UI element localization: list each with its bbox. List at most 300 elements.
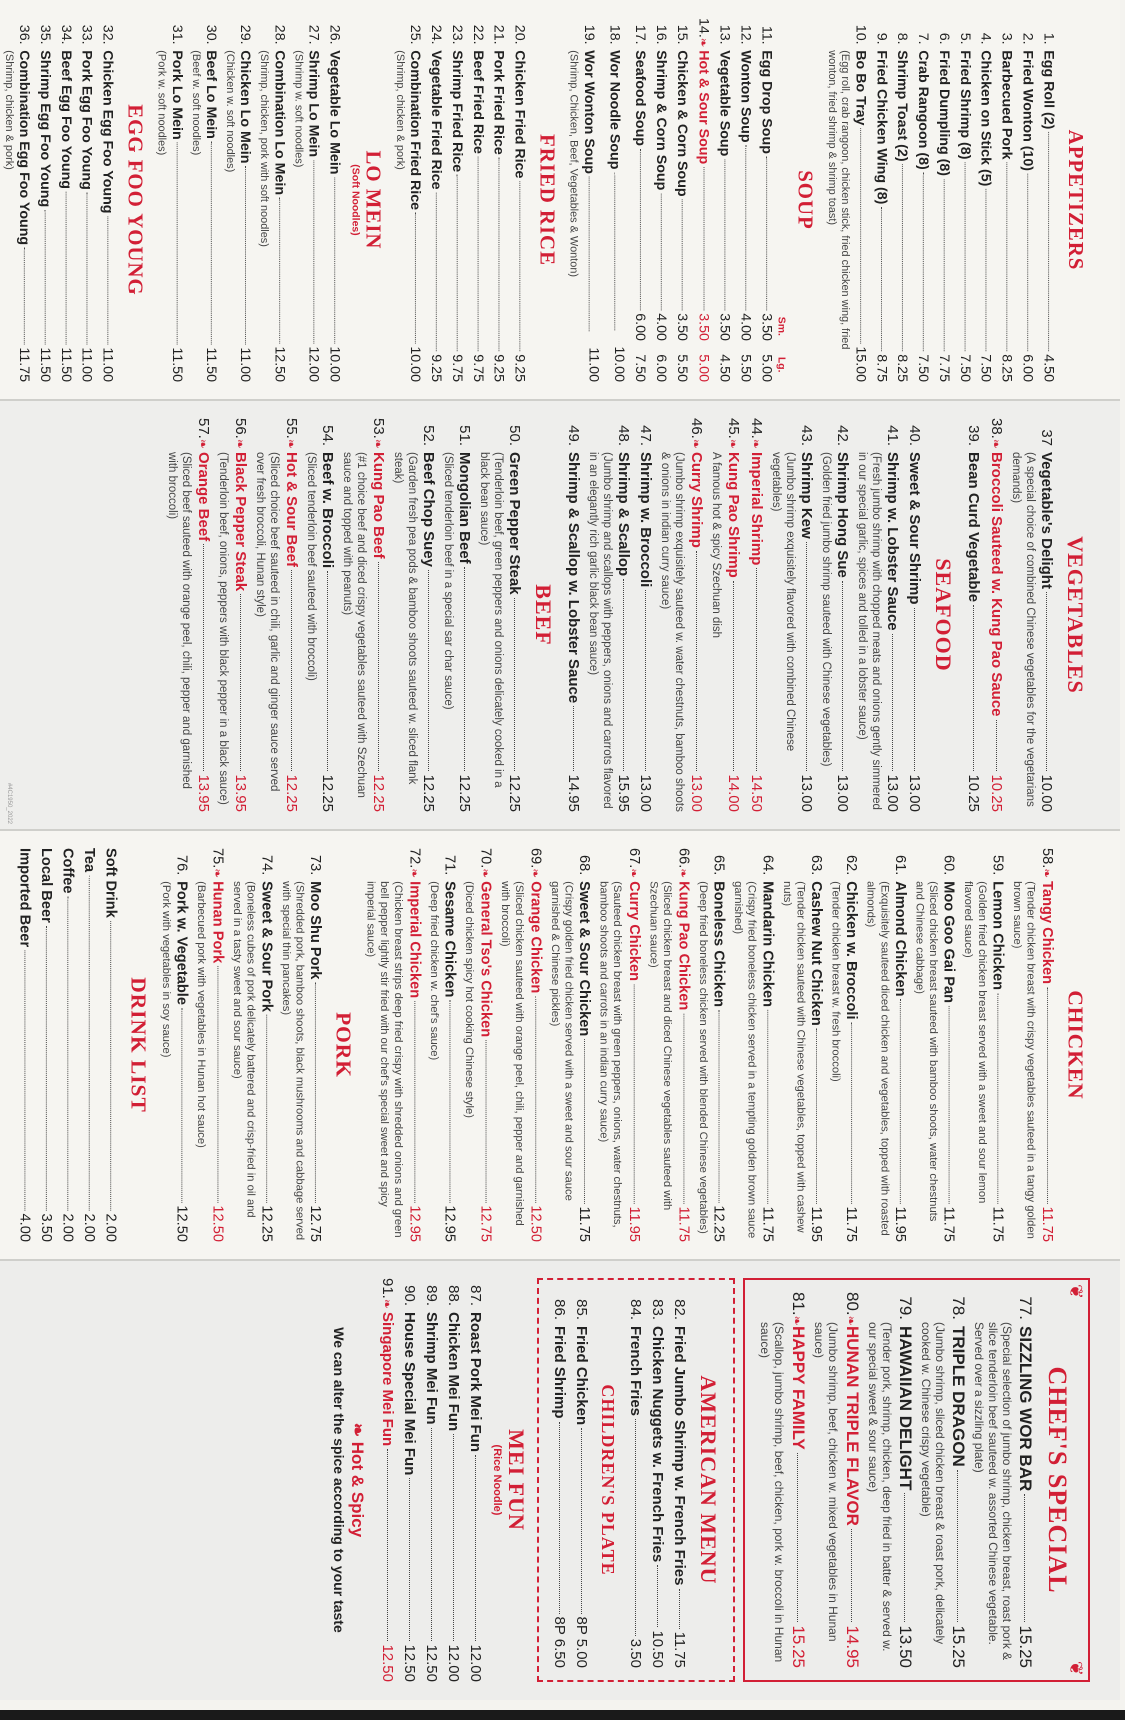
item-number-text: 17. bbox=[632, 24, 649, 45]
item-price: 11.00 bbox=[237, 347, 254, 382]
item-name: House Special Mei Fun bbox=[401, 1312, 418, 1476]
item-price: 11.50 bbox=[37, 347, 54, 382]
item-name: Shrimp Lo Mein bbox=[305, 50, 322, 158]
item-description: (Sliced beef sauteed with orange peel, chili, pepper and garnished with broccoli) bbox=[166, 452, 192, 789]
item-number bbox=[318, 418, 337, 452]
item-description: (Chicken w. soft noodles) bbox=[224, 50, 236, 173]
item-number-text: 82. bbox=[671, 1299, 688, 1320]
panel-content bbox=[16, 848, 1088, 1242]
dot-leader bbox=[1047, 987, 1048, 1204]
menu-item-row bbox=[1037, 418, 1056, 812]
item-price-large: 5.50 bbox=[737, 354, 754, 382]
item-description: (Tender chicken breast with crispy vegetables sauteed in a tangy golden brown sauce) bbox=[1010, 881, 1037, 1239]
item-price-small: 4.00 bbox=[737, 313, 754, 341]
item-price: 11.95 bbox=[892, 1206, 909, 1242]
item-price: 12.00 bbox=[445, 1644, 462, 1682]
menu-item bbox=[292, 18, 323, 382]
item-number bbox=[466, 1278, 485, 1312]
children-list bbox=[550, 1292, 591, 1668]
item-number-text: 37 bbox=[1038, 429, 1055, 446]
item-name: Kung Pao Chicken bbox=[675, 881, 693, 1011]
item-name: Chicken w. Broccoli bbox=[843, 881, 860, 1020]
dot-leader bbox=[704, 167, 705, 310]
dot-leader bbox=[589, 177, 590, 331]
item-number-text: 12. bbox=[737, 24, 754, 45]
item-prices bbox=[716, 313, 734, 382]
dot-leader bbox=[519, 181, 520, 351]
item-price: 8P 5.00 bbox=[573, 1616, 590, 1668]
item-prices bbox=[611, 333, 629, 382]
menu-item bbox=[159, 848, 191, 1242]
item-number-text: 53. bbox=[370, 418, 387, 439]
seafood-heading: SEAFOOD bbox=[931, 558, 956, 672]
menu-item bbox=[364, 848, 424, 1242]
egg-foo-young-heading: EGG FOO YOUNG bbox=[123, 104, 148, 296]
item-price: 7.50 bbox=[915, 354, 932, 382]
item-number-text: 78. bbox=[949, 1296, 968, 1320]
menu-item-row bbox=[710, 848, 729, 1242]
item-number bbox=[710, 848, 729, 881]
item-name: Pork Lo Mein bbox=[169, 50, 186, 140]
soup-list bbox=[567, 18, 776, 382]
item-number bbox=[36, 18, 54, 50]
item-price: 14.50 bbox=[748, 774, 765, 812]
item-number bbox=[368, 418, 388, 452]
menu-item bbox=[829, 848, 861, 1242]
dot-leader bbox=[745, 145, 746, 310]
spice-note: We can alter the spice according to your taste bbox=[331, 1327, 347, 1633]
menu-item bbox=[731, 848, 777, 1242]
menu-item bbox=[812, 1292, 863, 1668]
item-number bbox=[894, 1292, 916, 1326]
item-price: 12.25 bbox=[420, 774, 437, 812]
item-price: 12.25 bbox=[319, 774, 336, 812]
menu-item-row bbox=[758, 18, 776, 382]
menu-item bbox=[819, 418, 852, 812]
item-number-text: 76. bbox=[173, 854, 191, 876]
item-number-text: 49. bbox=[565, 425, 582, 446]
panel-content bbox=[6, 418, 1088, 824]
menu-item bbox=[477, 418, 524, 812]
drink-list bbox=[16, 848, 120, 1242]
item-name: Black Pepper Steak bbox=[232, 452, 249, 592]
dot-leader bbox=[923, 173, 924, 352]
item-price: 12.75 bbox=[307, 1205, 324, 1242]
item-description: (Beef w. soft noodles) bbox=[189, 50, 202, 156]
menu-item-row bbox=[631, 18, 649, 382]
seafood-list bbox=[564, 418, 924, 812]
item-prices bbox=[673, 313, 691, 382]
menu-item bbox=[825, 18, 870, 382]
item-name: Fried Shrimp bbox=[551, 1326, 568, 1419]
dot-leader bbox=[266, 1015, 267, 1203]
item-name: Vegetable Lo Mein bbox=[326, 50, 343, 175]
menu-item bbox=[377, 1278, 397, 1682]
item-price: 13.00 bbox=[798, 774, 815, 812]
item-number-text: 30. bbox=[203, 24, 220, 45]
item-description: (Diced chicken spicy hot cooking Chinese style) bbox=[463, 881, 475, 1118]
menu-item bbox=[913, 848, 959, 1242]
menu-item bbox=[998, 18, 1016, 382]
pork-list bbox=[159, 848, 325, 1242]
dot-leader bbox=[635, 1419, 636, 1636]
item-name: Bo Bo Tray bbox=[852, 50, 869, 126]
item-name: Imperial Shrimp bbox=[748, 452, 765, 566]
item-number bbox=[905, 418, 924, 452]
item-price: 7.75 bbox=[936, 354, 953, 382]
item-number bbox=[580, 18, 598, 50]
item-number bbox=[99, 18, 117, 50]
menu-item-row bbox=[236, 18, 254, 382]
menu-item bbox=[78, 18, 96, 382]
item-price: 10.00 bbox=[326, 346, 343, 382]
item-price-small: 4.00 bbox=[653, 313, 670, 341]
item-price: 11.75 bbox=[675, 1206, 693, 1242]
item-description: (Shrimp, chicken, pork with soft noodles) bbox=[258, 50, 270, 247]
item-name: Pork Egg Foo Young bbox=[78, 50, 96, 190]
mei-fun-list bbox=[377, 1278, 485, 1682]
item-price-small: 3.50 bbox=[716, 313, 733, 341]
dot-leader bbox=[24, 950, 25, 1211]
item-number-text: 8. bbox=[894, 32, 911, 45]
item-number-text: 45. bbox=[725, 418, 742, 439]
item-description: (Shrimp, Chicken, Beef, Vegetables & Wonton) bbox=[567, 50, 580, 278]
menu-item-row bbox=[427, 18, 445, 382]
item-number bbox=[57, 18, 75, 50]
item-price: 11.50 bbox=[58, 347, 75, 382]
item-name: Coffee bbox=[59, 848, 77, 894]
item-number bbox=[441, 848, 460, 881]
item-number bbox=[614, 418, 633, 452]
item-description: (Scallop, jumbo shrimp, beef, chicken, pork w. broccoli in Hunan sauce) bbox=[758, 1322, 786, 1663]
item-number bbox=[891, 848, 910, 881]
item-price: 9.75 bbox=[449, 354, 466, 382]
item-name: Beef Egg Foo Young bbox=[58, 50, 75, 189]
item-name: Vegetable Soup bbox=[716, 50, 733, 157]
item-price: 8.25 bbox=[894, 354, 911, 382]
item-description: (Sliced chicken sauteed with orange peel, chili, pepper and garnished with broccoli) bbox=[499, 881, 525, 1226]
item-name: Hot & Sour Soup bbox=[695, 50, 713, 165]
pepper-icon: ❧ bbox=[284, 438, 298, 449]
corner-ornament-icon: ❦ bbox=[1066, 1660, 1086, 1676]
item-number bbox=[636, 418, 655, 452]
dot-leader bbox=[816, 1029, 817, 1204]
dot-leader bbox=[315, 982, 316, 1202]
item-price: 15.95 bbox=[615, 774, 632, 812]
item-name: Barbecued Pork bbox=[998, 50, 1015, 160]
item-number-text: 26. bbox=[326, 24, 343, 45]
item-name: Hunan Pork bbox=[209, 881, 227, 964]
dot-leader bbox=[498, 158, 499, 352]
item-number-text: 7. bbox=[915, 32, 932, 45]
chefs-special-list bbox=[758, 1292, 1036, 1668]
menu-item bbox=[716, 18, 734, 382]
fold-line bbox=[0, 1259, 1120, 1261]
item-name: Boneless Chicken bbox=[710, 881, 728, 1008]
item-number-text: 62. bbox=[843, 854, 860, 876]
dot-leader bbox=[1048, 132, 1049, 351]
item-name: Kung Pao Shrimp bbox=[725, 452, 742, 578]
menu-item bbox=[253, 418, 301, 812]
item-price: 11.75 bbox=[671, 1631, 688, 1668]
menu-item-row bbox=[807, 848, 826, 1242]
item-number bbox=[652, 18, 670, 50]
chefs-special-heading: CHEF'S SPECIAL bbox=[1043, 1366, 1072, 1594]
item-number-text: 51. bbox=[456, 425, 473, 446]
panel-3 bbox=[0, 830, 1120, 1260]
item-number bbox=[526, 848, 545, 881]
item-number bbox=[631, 18, 649, 50]
menu-item bbox=[646, 848, 693, 1242]
item-name: Broccoli Sauteed w. Kung Pao Sauce bbox=[988, 452, 1005, 717]
dot-leader bbox=[914, 608, 915, 772]
menu-item-row bbox=[956, 18, 974, 382]
dot-leader bbox=[378, 562, 379, 772]
menu-item-row bbox=[173, 848, 192, 1242]
item-price: 10.00 bbox=[407, 346, 424, 382]
item-price: 9.25 bbox=[490, 354, 508, 382]
panel-content bbox=[2, 18, 1088, 382]
item-name: Chicken Fried Rice bbox=[511, 50, 528, 179]
item-number-text: 64. bbox=[759, 854, 777, 876]
item-number-text: 5. bbox=[956, 32, 974, 45]
menu-item bbox=[631, 18, 649, 382]
item-name: Shrimp & Corn Soup bbox=[653, 50, 670, 191]
menu-item bbox=[304, 418, 337, 812]
item-description: (Sliced chicken breast sauteed with bamboo shoots, water chestnuts and Chinese cabbage) bbox=[913, 881, 939, 1222]
dot-leader bbox=[767, 1010, 768, 1204]
menu-item bbox=[57, 18, 75, 382]
item-name: Mandarin Chicken bbox=[759, 881, 777, 1008]
item-description: (Sliced choice beef sauteed in chili, garlic and ginger sauce served over fresh broccoli, Hunan style) bbox=[254, 452, 280, 792]
dot-leader bbox=[387, 1449, 388, 1641]
dot-leader bbox=[957, 1470, 958, 1623]
dot-leader bbox=[203, 544, 204, 771]
dot-leader bbox=[733, 581, 734, 772]
item-number bbox=[786, 1292, 809, 1326]
menu-item-row bbox=[723, 418, 743, 812]
item-number bbox=[405, 848, 424, 881]
item-number bbox=[686, 418, 706, 452]
item-number bbox=[998, 18, 1016, 50]
item-number bbox=[840, 1292, 863, 1326]
dot-leader bbox=[881, 207, 882, 351]
menu-item-row bbox=[318, 418, 337, 812]
item-name: Pork Fried Rice bbox=[490, 50, 508, 155]
item-number-text: 32. bbox=[99, 24, 116, 45]
item-name: Moo Shu Pork bbox=[307, 881, 324, 980]
menu-item bbox=[223, 18, 254, 382]
menu-item bbox=[986, 418, 1006, 812]
dot-leader bbox=[431, 1428, 432, 1642]
dot-leader bbox=[457, 175, 458, 351]
item-description: (Sliced chicken breast and diced Chinese vegetables sauteed with Szechuan sauce) bbox=[647, 881, 673, 1211]
menu-item bbox=[59, 848, 78, 1242]
menu-item-row bbox=[37, 848, 56, 1242]
item-name: Roast Pork Mei Fun bbox=[467, 1312, 484, 1453]
item-name: Vegetable's Delight bbox=[1038, 452, 1055, 589]
menu-item bbox=[586, 418, 633, 812]
menu-item bbox=[99, 18, 117, 382]
item-price: 13.00 bbox=[884, 774, 901, 812]
dot-leader bbox=[851, 1022, 852, 1203]
item-description: (Tender chicken breast w. fresh broccoli) bbox=[829, 881, 842, 1082]
dot-leader bbox=[464, 567, 465, 772]
item-number-text: 86. bbox=[551, 1299, 568, 1320]
item-number-text: 38. bbox=[988, 418, 1005, 439]
pepper-icon: ❧ bbox=[726, 438, 740, 449]
item-name: Sweet & Sour Chicken bbox=[576, 881, 593, 1037]
item-name: Fried Chicken Wing (8) bbox=[873, 50, 890, 205]
dot-leader bbox=[683, 1013, 684, 1203]
item-name: Vegetable Fried Rice bbox=[428, 50, 445, 190]
menu-item bbox=[606, 18, 629, 382]
menu-item-row bbox=[80, 848, 99, 1242]
menu-item bbox=[673, 18, 691, 382]
dot-leader bbox=[902, 164, 903, 351]
item-number-text: 6. bbox=[936, 32, 953, 45]
menu-item bbox=[1019, 18, 1037, 382]
item-number bbox=[624, 848, 643, 881]
pepper-icon: ❧ bbox=[696, 37, 711, 48]
item-price-large: 5.50 bbox=[674, 354, 691, 382]
menu-item bbox=[626, 1292, 645, 1668]
item-number bbox=[257, 848, 276, 881]
menu-item-row bbox=[368, 418, 388, 812]
dot-leader bbox=[453, 1434, 454, 1641]
menu-item-row bbox=[914, 18, 932, 382]
item-name: Combination Fried Rice bbox=[407, 50, 424, 211]
item-description: (A special choice of combined Chinese vegetables for the vegetarians demands) bbox=[1010, 452, 1036, 807]
fold-line bbox=[0, 829, 1120, 831]
item-number bbox=[326, 18, 344, 50]
item-number bbox=[670, 1292, 689, 1326]
item-price-large: 11.00 bbox=[585, 347, 602, 382]
item-price: 2.00 bbox=[102, 1213, 119, 1242]
pepper-icon: ❧ bbox=[196, 438, 210, 449]
pepper-icon: ❧ bbox=[380, 1298, 394, 1309]
menu-item-row bbox=[873, 18, 891, 382]
item-description: (Crispy fried boneless chicken served in a tempting golden brown sauce garnished) bbox=[732, 881, 758, 1239]
pepper-icon: ❧ bbox=[989, 438, 1003, 449]
dot-leader bbox=[86, 193, 87, 345]
item-number bbox=[833, 418, 852, 452]
item-name: Mongolian Beef bbox=[456, 452, 473, 564]
item-number-text: 87. bbox=[467, 1285, 484, 1306]
menu-item-row bbox=[840, 1292, 863, 1668]
menu-item bbox=[498, 848, 545, 1242]
item-number-text: 14. bbox=[695, 18, 713, 38]
item-number-text: 21. bbox=[490, 24, 508, 45]
menu-item-row bbox=[694, 18, 713, 382]
dot-leader bbox=[679, 1589, 680, 1629]
menu-item bbox=[746, 418, 766, 812]
item-number bbox=[505, 418, 524, 452]
item-number bbox=[469, 18, 487, 50]
menu-item-row bbox=[1037, 848, 1056, 1242]
item-number bbox=[1037, 848, 1056, 881]
item-price: 14.00 bbox=[725, 774, 742, 812]
dot-leader bbox=[449, 1000, 450, 1202]
item-number-text: 50. bbox=[506, 425, 523, 446]
pork-heading: PORK bbox=[331, 1012, 356, 1078]
menu-item-row bbox=[670, 1292, 689, 1668]
menu-item-row bbox=[326, 18, 344, 382]
item-price: 10.25 bbox=[988, 774, 1005, 812]
menu-item-row bbox=[422, 1278, 441, 1682]
menu-item-row bbox=[271, 18, 289, 382]
item-number bbox=[377, 1278, 397, 1312]
dot-leader bbox=[724, 159, 725, 310]
item-number bbox=[807, 848, 826, 881]
item-name: Shrimp Mei Fun bbox=[423, 1312, 440, 1425]
item-number-text: 22. bbox=[470, 24, 487, 45]
menu-item bbox=[866, 1292, 916, 1668]
pepper-icon: ❧ bbox=[749, 438, 763, 449]
item-number bbox=[305, 18, 323, 50]
pepper-icon: ❧ bbox=[348, 1422, 367, 1438]
beef-list bbox=[165, 418, 524, 812]
item-number-text: 1. bbox=[1040, 32, 1057, 45]
item-price: 12.25 bbox=[506, 774, 523, 812]
pepper-icon: ❧ bbox=[790, 1315, 804, 1326]
menu-item-row bbox=[101, 848, 120, 1242]
menu-item-row bbox=[977, 18, 995, 382]
item-number-text: 91. bbox=[379, 1278, 396, 1299]
item-name: Chicken Mei Fun bbox=[445, 1312, 462, 1432]
item-number bbox=[648, 1292, 667, 1326]
pepper-icon: ❧ bbox=[676, 868, 691, 879]
item-price: 11.95 bbox=[625, 1206, 643, 1242]
menu-item bbox=[873, 18, 891, 382]
item-name: Combination Lo Mein bbox=[271, 50, 288, 196]
item-description: (Sliced tenderloin beef sauteed with broccoli) bbox=[305, 452, 317, 681]
item-number-text: 74. bbox=[258, 854, 275, 876]
pepper-icon: ❧ bbox=[478, 868, 493, 879]
item-description: (Shrimp w. soft noodles) bbox=[292, 50, 304, 168]
menu-item-row bbox=[306, 848, 325, 1242]
fried-rice-list bbox=[393, 18, 529, 382]
item-number-text: 69. bbox=[527, 848, 545, 869]
menu-item bbox=[155, 18, 186, 382]
menu-item bbox=[636, 418, 655, 812]
menu-item-row bbox=[448, 18, 466, 382]
item-price-large: 10.00 bbox=[611, 346, 628, 382]
item-price-small: 3.50 bbox=[674, 313, 691, 341]
american-list bbox=[626, 1292, 689, 1668]
menu-item-row bbox=[466, 1278, 485, 1682]
menu-item bbox=[1040, 18, 1058, 382]
pepper-icon: ❧ bbox=[844, 1315, 858, 1326]
dot-leader bbox=[614, 172, 615, 330]
dot-leader bbox=[682, 199, 683, 310]
item-number-text: 60. bbox=[940, 854, 958, 876]
item-price: 12.50 bbox=[209, 1205, 227, 1242]
appetizers-list bbox=[825, 18, 1058, 382]
item-number-text: 47. bbox=[637, 425, 654, 446]
item-number-text: 29. bbox=[237, 24, 254, 45]
item-price: 13.50 bbox=[896, 1625, 915, 1668]
dot-leader bbox=[985, 189, 986, 351]
item-name: Wor Noodle Soup bbox=[606, 50, 623, 170]
item-description: (Tenderloin beef, green peppers and onions delicately cooked in a black bean sauce) bbox=[478, 452, 504, 788]
panel-2 bbox=[0, 400, 1120, 830]
item-name: Sweet & Sour Pork bbox=[258, 881, 275, 1012]
item-price: 2.00 bbox=[80, 1213, 98, 1242]
item-number bbox=[400, 1278, 419, 1312]
menu-item-row bbox=[377, 1278, 397, 1682]
item-name: Fried Dumpling (8) bbox=[936, 50, 953, 177]
